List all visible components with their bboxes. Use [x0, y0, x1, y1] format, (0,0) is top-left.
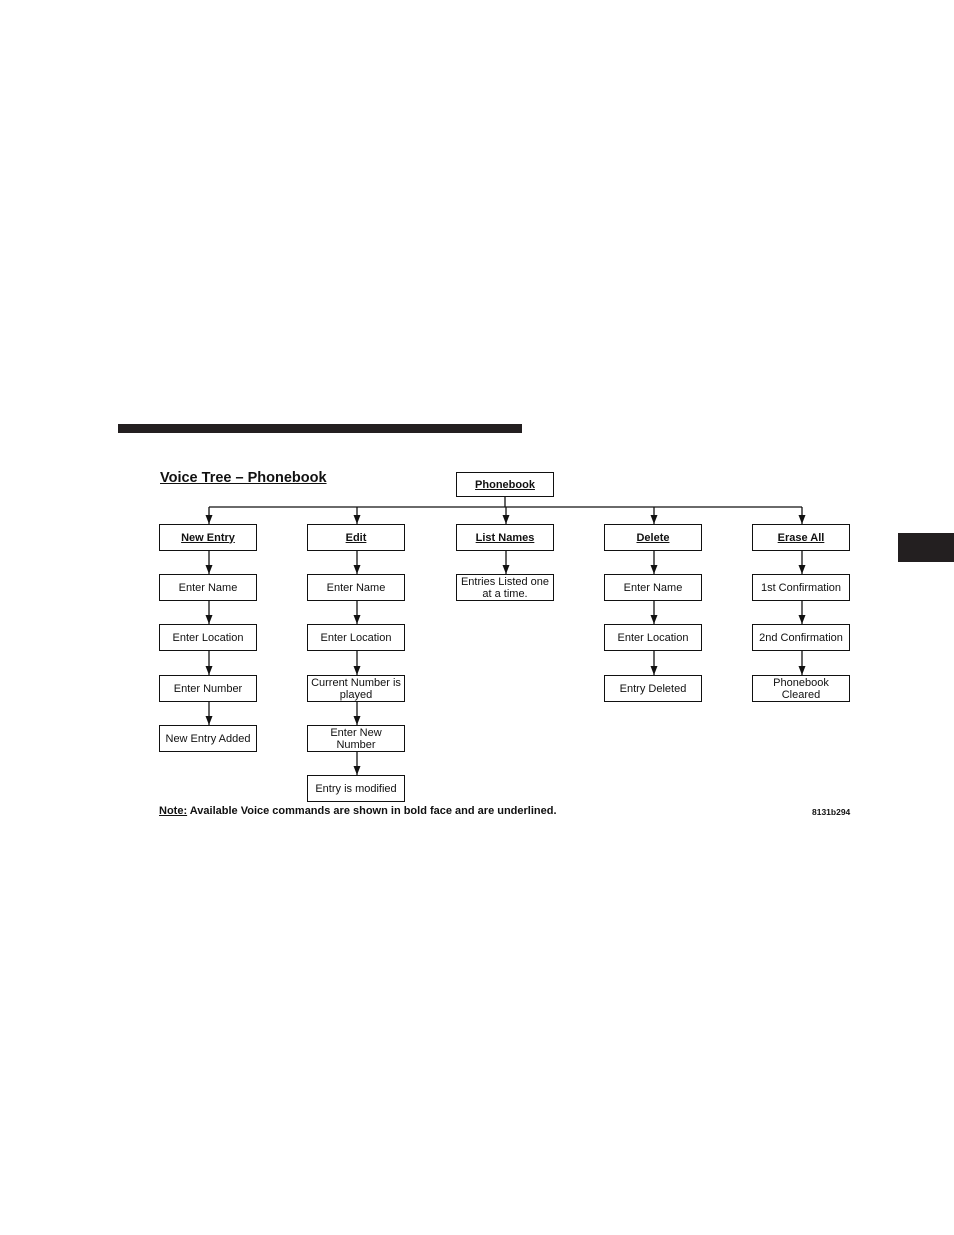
step-node: Enter Name — [159, 574, 257, 601]
command-node: Edit — [307, 524, 405, 551]
step-node: Phonebook Cleared — [752, 675, 850, 702]
arrowhead-icon — [651, 615, 658, 624]
step-node: Entry is modified — [307, 775, 405, 802]
note-text: Available Voice commands are shown in bold face and are underlined. — [187, 805, 557, 817]
command-node: Delete — [604, 524, 702, 551]
arrowhead-icon — [651, 666, 658, 675]
command-node: New Entry — [159, 524, 257, 551]
arrowhead-icon — [206, 615, 213, 624]
step-node: Enter Name — [307, 574, 405, 601]
arrowhead-icon — [651, 565, 658, 574]
note-label: Note: — [159, 805, 188, 817]
arrowhead-icon — [503, 565, 510, 574]
arrowhead-icon — [206, 666, 213, 675]
arrowhead-icon — [206, 515, 213, 524]
arrowhead-icon — [206, 716, 213, 725]
arrowhead-icon — [354, 515, 361, 524]
arrowhead-icon — [799, 615, 806, 624]
arrowhead-icon — [206, 565, 213, 574]
arrowhead-icon — [503, 515, 510, 524]
diagram-title: Voice Tree – Phonebook — [160, 470, 327, 486]
arrowhead-icon — [799, 666, 806, 675]
note — [159, 805, 557, 817]
command-node: List Names — [456, 524, 554, 551]
command-node: Erase All — [752, 524, 850, 551]
arrowhead-icon — [354, 615, 361, 624]
arrowhead-icon — [354, 766, 361, 775]
step-node: 1st Confirmation — [752, 574, 850, 601]
step-node: Enter Location — [604, 624, 702, 651]
arrowhead-icon — [354, 666, 361, 675]
step-node: Enter New Number — [307, 725, 405, 752]
step-node: Enter Location — [159, 624, 257, 651]
step-node: 2nd Confirmation — [752, 624, 850, 651]
step-node: Current Number is played — [307, 675, 405, 702]
root-node-phonebook: Phonebook — [456, 472, 554, 497]
figure-code: 8131b294 — [812, 807, 851, 817]
arrowhead-icon — [354, 565, 361, 574]
arrowhead-icon — [799, 515, 806, 524]
step-node: Entries Listed one at a time. — [456, 574, 554, 601]
step-node: Enter Number — [159, 675, 257, 702]
step-node: Enter Name — [604, 574, 702, 601]
step-node: Enter Location — [307, 624, 405, 651]
step-node: Entry Deleted — [604, 675, 702, 702]
arrowhead-icon — [799, 565, 806, 574]
arrowhead-icon — [651, 515, 658, 524]
arrowhead-icon — [354, 716, 361, 725]
step-node: New Entry Added — [159, 725, 257, 752]
